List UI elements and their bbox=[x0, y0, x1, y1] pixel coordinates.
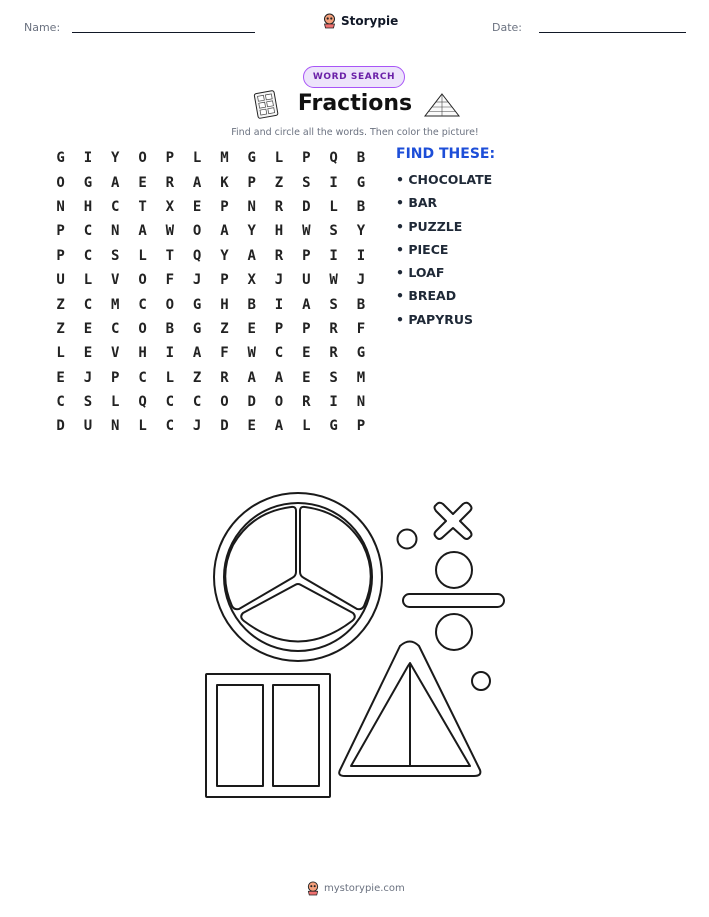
grid-letter[interactable]: A bbox=[274, 418, 284, 435]
grid-letter[interactable]: A bbox=[247, 369, 256, 386]
storypie-logo-icon bbox=[306, 881, 320, 896]
grid-letter[interactable]: Q bbox=[329, 150, 338, 167]
grid-letter[interactable]: U bbox=[83, 418, 93, 435]
grid-letter[interactable]: J bbox=[83, 369, 93, 386]
grid-letter[interactable]: G bbox=[329, 418, 338, 435]
grid-letter[interactable]: O bbox=[138, 150, 147, 167]
grid-letter[interactable]: J bbox=[274, 272, 284, 289]
grid-letter[interactable]: L bbox=[329, 198, 338, 215]
bullet-icon: • bbox=[396, 172, 409, 187]
word-label: LOAF bbox=[408, 265, 445, 281]
find-these-heading: FIND THESE: bbox=[396, 146, 496, 162]
grid-letter[interactable]: J bbox=[192, 272, 202, 289]
grid-letter[interactable]: I bbox=[329, 174, 338, 191]
grid-letter[interactable]: O bbox=[138, 272, 147, 289]
name-label: Name: bbox=[24, 21, 61, 34]
grid-letter[interactable]: W bbox=[329, 272, 338, 289]
grid-letter[interactable]: R bbox=[329, 320, 338, 337]
grid-letter[interactable]: S bbox=[83, 394, 93, 411]
grid-letter[interactable]: T bbox=[138, 198, 147, 215]
grid-letter[interactable]: C bbox=[111, 320, 120, 337]
grid-letter[interactable]: Z bbox=[192, 369, 202, 386]
grid-letter[interactable]: P bbox=[302, 247, 311, 264]
grid-letter[interactable]: L bbox=[302, 418, 311, 435]
bullet-icon: • bbox=[396, 311, 409, 327]
grid-letter[interactable]: P bbox=[165, 150, 175, 167]
bar-shape bbox=[206, 674, 330, 797]
grid-letter[interactable]: Q bbox=[192, 247, 202, 264]
grid-letter[interactable]: N bbox=[111, 223, 120, 240]
grid-letter[interactable]: O bbox=[165, 296, 175, 313]
grid-letter[interactable]: B bbox=[356, 198, 366, 215]
grid-letter[interactable]: S bbox=[111, 247, 120, 264]
grid-letter[interactable]: E bbox=[83, 320, 93, 337]
date-label: Date: bbox=[492, 21, 522, 34]
grid-letter[interactable]: P bbox=[56, 223, 65, 240]
grid-letter[interactable]: P bbox=[56, 247, 65, 264]
grid-letter[interactable]: C bbox=[165, 418, 175, 435]
grid-letter[interactable]: C bbox=[83, 223, 93, 240]
grid-letter[interactable]: L bbox=[138, 418, 147, 435]
page-title: Fractions bbox=[297, 91, 413, 116]
grid-letter[interactable]: N bbox=[56, 198, 65, 215]
word-search-badge: WORD SEARCH bbox=[303, 66, 405, 88]
bullet-icon: • bbox=[396, 265, 409, 281]
grid-letter[interactable]: E bbox=[247, 320, 256, 337]
grid-letter[interactable]: G bbox=[247, 150, 256, 167]
grid-letter[interactable]: P bbox=[220, 272, 229, 289]
grid-letter[interactable]: D bbox=[56, 418, 65, 435]
grid-letter[interactable]: G bbox=[83, 174, 93, 191]
grid-letter[interactable]: P bbox=[274, 320, 284, 337]
grid-letter[interactable]: J bbox=[192, 418, 202, 435]
grid-letter[interactable]: D bbox=[220, 418, 229, 435]
grid-letter[interactable]: C bbox=[111, 198, 120, 215]
grid-letter[interactable]: Y bbox=[111, 150, 120, 167]
grid-letter[interactable]: O bbox=[192, 223, 202, 240]
grid-letter[interactable]: L bbox=[56, 345, 65, 362]
grid-letter[interactable]: T bbox=[165, 247, 175, 264]
grid-letter[interactable]: E bbox=[138, 174, 147, 191]
footer bbox=[306, 881, 405, 896]
grid-letter[interactable]: B bbox=[165, 320, 175, 337]
pyramid-shape bbox=[339, 642, 480, 777]
small-circle-top bbox=[398, 530, 417, 549]
grid-letter[interactable]: E bbox=[302, 345, 311, 362]
grid-letter[interactable]: Z bbox=[56, 296, 65, 313]
grid-letter[interactable]: Z bbox=[220, 320, 229, 337]
grid-letter[interactable]: G bbox=[356, 174, 366, 191]
grid-letter[interactable]: V bbox=[111, 345, 120, 362]
grid-letter[interactable]: W bbox=[165, 223, 175, 240]
grid-letter[interactable]: A bbox=[274, 369, 284, 386]
grid-letter[interactable]: A bbox=[192, 174, 202, 191]
grid-letter[interactable]: E bbox=[56, 369, 65, 386]
grid-letter[interactable]: W bbox=[247, 345, 256, 362]
grid-letter[interactable]: C bbox=[274, 345, 284, 362]
small-circle-right bbox=[472, 672, 490, 690]
grid-letter[interactable]: X bbox=[247, 272, 256, 289]
grid-letter[interactable]: X bbox=[165, 198, 175, 215]
grid-letter[interactable]: S bbox=[329, 296, 338, 313]
grid-letter[interactable]: A bbox=[247, 247, 256, 264]
grid-letter[interactable]: G bbox=[192, 296, 202, 313]
grid-letter[interactable]: S bbox=[329, 369, 338, 386]
grid-letter[interactable]: M bbox=[356, 369, 366, 386]
word-label: CHOCOLATE bbox=[408, 172, 493, 187]
grid-letter[interactable]: U bbox=[56, 272, 65, 289]
bullet-icon: • bbox=[396, 195, 409, 211]
grid-letter[interactable]: H bbox=[138, 345, 147, 362]
grid-letter[interactable]: E bbox=[302, 369, 311, 386]
grid-letter[interactable]: W bbox=[302, 223, 311, 240]
grid-letter[interactable]: G bbox=[356, 345, 366, 362]
grid-letter[interactable]: R bbox=[302, 394, 311, 411]
grid-letter[interactable]: G bbox=[192, 320, 202, 337]
grid-letter[interactable]: R bbox=[274, 247, 284, 264]
grid-letter[interactable]: L bbox=[274, 150, 284, 167]
grid-letter[interactable]: R bbox=[165, 174, 175, 191]
grid-letter[interactable]: G bbox=[56, 150, 65, 167]
grid-letter[interactable]: B bbox=[356, 296, 366, 313]
grid-letter[interactable]: Y bbox=[247, 223, 256, 240]
grid-letter[interactable]: Z bbox=[56, 320, 65, 337]
grid-letter[interactable]: A bbox=[192, 345, 202, 362]
grid-letter[interactable]: C bbox=[56, 394, 65, 411]
grid-letter[interactable]: N bbox=[247, 198, 256, 215]
multiply-sign bbox=[435, 503, 472, 539]
grid-letter[interactable]: L bbox=[111, 394, 120, 411]
grid-letter[interactable]: F bbox=[356, 320, 366, 337]
grid-letter[interactable]: Y bbox=[220, 247, 229, 264]
grid-letter[interactable]: C bbox=[138, 296, 147, 313]
word-label: PIECE bbox=[408, 241, 449, 257]
grid-letter[interactable]: O bbox=[274, 394, 284, 411]
grid-letter[interactable]: Q bbox=[138, 394, 147, 411]
grid-letter[interactable]: L bbox=[83, 272, 93, 289]
grid-letter[interactable]: C bbox=[165, 394, 175, 411]
grid-letter[interactable]: I bbox=[329, 394, 338, 411]
grid-letter[interactable]: M bbox=[220, 150, 229, 167]
grid-letter[interactable]: P bbox=[302, 320, 311, 337]
grid-letter[interactable]: I bbox=[165, 345, 175, 362]
grid-letter[interactable]: F bbox=[165, 272, 175, 289]
grid-letter[interactable]: D bbox=[302, 198, 311, 215]
bullet-icon: • bbox=[396, 218, 409, 234]
grid-letter[interactable]: P bbox=[302, 150, 311, 167]
footer-url[interactable]: mystorypie.com bbox=[324, 883, 405, 894]
grid-letter[interactable]: D bbox=[247, 394, 256, 411]
instructions: Find and circle all the words. Then color the picture! bbox=[231, 127, 479, 138]
grid-letter[interactable]: I bbox=[83, 150, 93, 167]
grid-letter[interactable]: I bbox=[329, 247, 338, 264]
grid-letter[interactable]: A bbox=[138, 223, 147, 240]
grid-letter[interactable]: C bbox=[83, 247, 93, 264]
brand-name: Storypie bbox=[341, 14, 399, 28]
division-sign bbox=[403, 552, 504, 650]
grid-letter[interactable]: U bbox=[302, 272, 311, 289]
word-label: BAR bbox=[408, 195, 438, 211]
grid-letter[interactable]: Z bbox=[274, 174, 284, 191]
grid-letter[interactable]: A bbox=[111, 174, 120, 191]
grid-letter[interactable]: J bbox=[356, 272, 366, 289]
word-label: BREAD bbox=[408, 288, 457, 304]
grid-letter[interactable]: Y bbox=[356, 223, 366, 240]
grid-letter[interactable]: R bbox=[220, 369, 229, 386]
grid-letter[interactable]: K bbox=[220, 174, 229, 191]
grid-letter[interactable]: R bbox=[329, 345, 338, 362]
grid-letter[interactable]: H bbox=[83, 198, 93, 215]
grid-letter[interactable]: S bbox=[302, 174, 311, 191]
grid-letter[interactable]: R bbox=[274, 198, 284, 215]
grid-letter[interactable]: P bbox=[247, 174, 256, 191]
grid-letter[interactable]: F bbox=[220, 345, 229, 362]
grid-letter[interactable]: N bbox=[356, 394, 366, 411]
grid-letter[interactable]: H bbox=[274, 223, 284, 240]
grid-letter[interactable]: V bbox=[111, 272, 120, 289]
pie-shape bbox=[214, 493, 382, 661]
grid-letter[interactable]: E bbox=[83, 345, 93, 362]
grid-letter[interactable]: P bbox=[356, 418, 366, 435]
grid-letter[interactable]: H bbox=[220, 296, 229, 313]
grid-letter[interactable]: B bbox=[247, 296, 256, 313]
grid-letter[interactable]: P bbox=[111, 369, 120, 386]
grid-letter[interactable]: C bbox=[83, 296, 93, 313]
grid-letter[interactable]: S bbox=[329, 223, 338, 240]
grid-letter[interactable]: E bbox=[247, 418, 256, 435]
grid-letter[interactable]: I bbox=[274, 296, 284, 313]
bullet-icon: • bbox=[396, 288, 409, 304]
grid-letter[interactable]: I bbox=[356, 247, 366, 264]
grid-letter[interactable]: O bbox=[56, 174, 65, 191]
grid-letter[interactable]: L bbox=[165, 369, 175, 386]
word-label: PAPYRUS bbox=[408, 311, 474, 327]
grid-letter[interactable]: O bbox=[220, 394, 229, 411]
grid-letter[interactable]: O bbox=[138, 320, 147, 337]
grid-letter[interactable]: B bbox=[356, 150, 366, 167]
grid-letter[interactable]: C bbox=[138, 369, 147, 386]
grid-letter[interactable]: E bbox=[192, 198, 202, 215]
grid-letter[interactable]: P bbox=[220, 198, 229, 215]
grid-letter[interactable]: M bbox=[111, 296, 120, 313]
grid-letter[interactable]: A bbox=[302, 296, 311, 313]
grid-letter[interactable]: N bbox=[111, 418, 120, 435]
grid-letter[interactable]: L bbox=[192, 150, 202, 167]
bullet-icon: • bbox=[396, 241, 409, 257]
word-label: PUZZLE bbox=[408, 218, 463, 234]
grid-letter[interactable]: A bbox=[220, 223, 229, 240]
grid-letter[interactable]: L bbox=[138, 247, 147, 264]
grid-letter[interactable]: C bbox=[192, 394, 202, 411]
